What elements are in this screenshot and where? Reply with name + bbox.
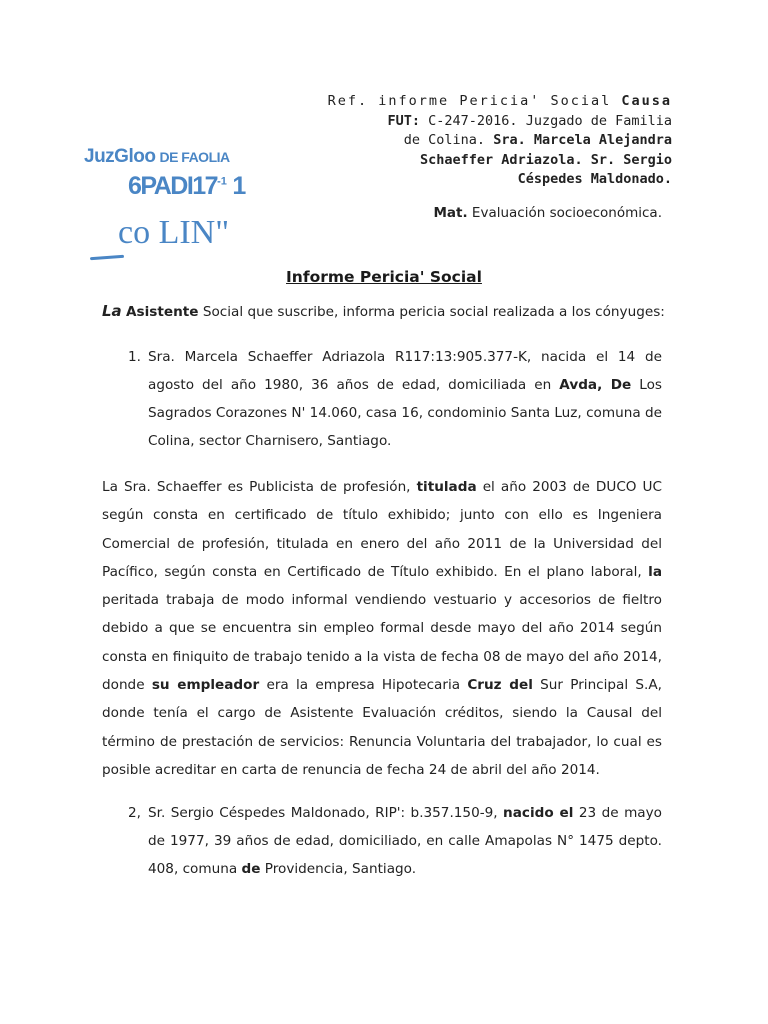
ref-party-1-cont: Schaeffer Adriazola. Sr. Sergio [420, 151, 672, 168]
item2-text-a: Sr. Sergio Céspedes Maldonado, RIP': b.357.150-9, [148, 805, 504, 821]
body-paragraph [102, 473, 662, 784]
stamp-line-1 [84, 146, 230, 168]
para-text-h: Cruz del [467, 677, 533, 694]
stamp-text-sup: -1 [217, 175, 227, 188]
intro-paragraph [102, 302, 665, 320]
matter-line [434, 205, 663, 221]
item2-text-e: Providencia, Santiago. [260, 861, 417, 877]
stamp-line-3: co LIN" [118, 214, 230, 251]
para-text-g: era la empresa Hipotecaria [259, 677, 468, 694]
para-text-a: La Sra. Schaeffer es Publicista de profesión, [102, 479, 417, 495]
stamp-underline [90, 255, 124, 260]
para-text-f: su empleador [151, 677, 260, 694]
list-item-number: 2, [128, 805, 141, 821]
intro-rest: Social que suscribe, informa pericia social realizada a los cónyuges: [198, 304, 665, 320]
court-stamp [84, 142, 274, 272]
list-item-number: 1. [128, 349, 141, 365]
ref-line-3-text: de Colina. [403, 132, 494, 148]
list-item-text [148, 799, 662, 883]
ref-line-2 [312, 112, 672, 132]
ref-line-1-text: Ref. informe Pericia' Social [327, 93, 622, 109]
para-text-d: la [648, 563, 662, 580]
intro-asistente: Asistente [126, 304, 199, 320]
para-text-b: titulada [416, 479, 477, 495]
ref-causa: Causa [621, 93, 672, 109]
list-item-2 [128, 799, 662, 883]
para-text-c: el año 2003 de DUCO UC según consta en certificado de título exhibido; junto con ello es Ingeniera Comercial de profesión, titulada en enero del año 2011 de la Universidad del Pacífico, según consta en Certificado de Título exhibido. En el plano laboral, [102, 479, 662, 580]
stamp-text-familia: DE FAOLIA [159, 149, 230, 165]
stamp-text-number: 17 [192, 172, 218, 200]
item1-text-c: Los Sagrados Corazones N' 14.060, casa 16, condominio Santa Luz, comuna de Colina, sector Charnisero, Santiago. [148, 377, 662, 449]
item2-text-b: nacido el [503, 805, 574, 821]
matter-label: Mat. [433, 205, 468, 221]
ref-party-1: Sra. Marcela Alejandra [493, 132, 672, 148]
ref-fut: FUT: [387, 112, 421, 129]
intro-la: La [102, 302, 122, 320]
list-item-text [148, 343, 662, 455]
stamp-text-number-2: 1 [226, 172, 245, 200]
ref-line-1 [312, 92, 672, 112]
item2-text-c: 23 de mayo de 1977, 39 años de edad, domiciliado, en calle Amapolas N° 1475 depto. 408, comuna [148, 805, 663, 877]
stamp-text-juzgado: JuzGloo [84, 146, 156, 167]
para-text-i: Sur Principal S.A, donde tenía el cargo de Asistente Evaluación créditos, siendo la Causal del término de prestación de servicios: Renuncia Voluntaria del trabajador, lo cual es posible acreditar en carta de renuncia de fecha 24 de abril del año 2014. [102, 677, 662, 778]
item1-text-a: Sra. Marcela Schaeffer Adriazola R117:13:905.377-K, nacida el 14 de agosto del año 1980, 36 años de edad, domiciliada en [148, 349, 662, 393]
item2-text-d: de [241, 861, 261, 877]
ref-line-4 [312, 151, 672, 171]
ref-line-2-text: C-247-2016. Juzgado de Familia [420, 112, 672, 129]
item1-text-b: Avda, De [559, 377, 632, 393]
ref-line-3 [312, 131, 672, 151]
document-title: Informe Pericia' Social [286, 268, 482, 286]
stamp-line-2 [128, 172, 245, 201]
reference-block [312, 92, 672, 190]
para-text-e: peritada trabaja de modo informal vendiendo vestuario y accesorios de fieltro debido a que se encuentra sin empleo formal desde mayo del año 2014 según consta en finiquito de trabajo tenido a la vista de fecha 08 de mayo del año 2014, donde [102, 592, 662, 694]
matter-text: Evaluación socioeconómica. [467, 205, 662, 221]
stamp-text-padi: 6PADI [128, 172, 193, 200]
list-item-1 [128, 343, 662, 455]
ref-line-5 [312, 170, 672, 190]
ref-party-2: Céspedes Maldonado. [517, 171, 672, 187]
